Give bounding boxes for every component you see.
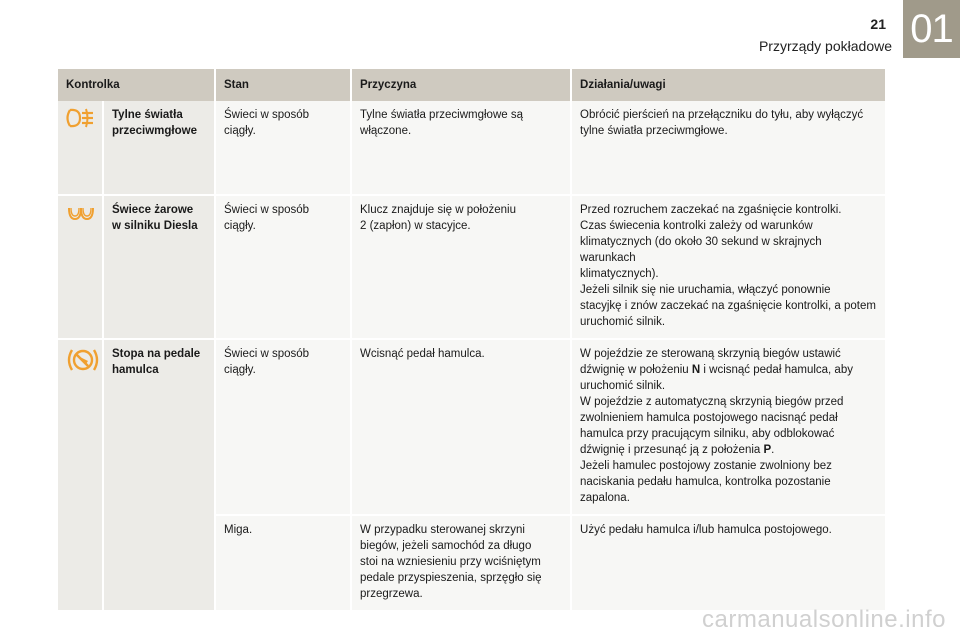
- warning-light-name: Tylne światła przeciwmgłowe: [103, 101, 215, 195]
- cause-cell: W przypadku sterowanej skrzyni biegów, jeżeli samochód za długo stoi na wzniesieniu przy wciśniętym pedale przyspieszenia, sprzęgło się przegrzewa.: [351, 515, 571, 611]
- icon-cell: [58, 195, 103, 339]
- state-cell: Miga.: [215, 515, 351, 611]
- chapter-tab: 01: [903, 0, 960, 58]
- state-cell: Świeci w sposób ciągły.: [215, 195, 351, 339]
- table-header-row: [58, 69, 886, 101]
- diesel-glow-plug-icon: [66, 202, 96, 229]
- action-cell: Użyć pedału hamulca i/lub hamulca postojowego.: [571, 515, 886, 611]
- page-number: 21: [870, 16, 886, 32]
- column-header-kontrolka: Kontrolka: [58, 69, 215, 101]
- cause-cell: Klucz znajduje się w położeniu 2 (zapłon) w stacyjce.: [351, 195, 571, 339]
- action-text: i wcisnąć pedał hamulca, aby uruchomić silnik. W pojeździe z automatyczną skrzynią biegów przed zwolnieniem hamulca postojowego nacisnąć pedał hamulca przy pracującym silniku, aby odblokować dźwignię i przesunąć ją z położenia: [580, 364, 853, 456]
- state-cell: Świeci w sposób ciągły.: [215, 339, 351, 515]
- warning-lights-table: [58, 69, 887, 612]
- column-header-przyczyna: Przyczyna: [351, 69, 571, 101]
- table-row: [58, 101, 886, 195]
- action-text: W pojeździe ze sterowaną skrzynią biegów ustawić dźwignię w położeniu: [580, 348, 841, 376]
- column-header-stan: Stan: [215, 69, 351, 101]
- action-cell: Przed rozruchem zaczekać na zgaśnięcie kontrolki. Czas świecenia kontrolki zależy od warunków klimatycznych (do około 30 sekund w skrajnych warunkach klimatycznych). Jeżeli silnik się nie uruchamia, włączyć ponownie stacyjkę i znów zaczekać na zgaśnięcie kontrolki, a potem uruchomić silnik.: [571, 195, 886, 339]
- table-row: [58, 339, 886, 515]
- section-title: Przyrządy pokładowe: [758, 38, 892, 54]
- gear-position-n: N: [691, 364, 701, 376]
- action-text: . Jeżeli hamulec postojowy zostanie zwolniony bez naciskania pedału hamulca, kontrolka pozostanie zapalona.: [580, 444, 832, 504]
- cause-cell: Wcisnąć pedał hamulca.: [351, 339, 571, 515]
- brake-pedal-icon: [66, 346, 100, 379]
- rear-fog-light-icon: [66, 107, 96, 134]
- warning-light-name: Świece żarowe w silniku Diesla: [103, 195, 215, 339]
- warning-light-name: Stopa na pedale hamulca: [103, 339, 215, 611]
- cause-cell: Tylne światła przeciwmgłowe są włączone.: [351, 101, 571, 195]
- state-cell: Świeci w sposób ciągły.: [215, 101, 351, 195]
- icon-cell: [58, 101, 103, 195]
- table-row: [58, 195, 886, 339]
- action-cell: [571, 339, 886, 515]
- action-cell: Obrócić pierścień na przełączniku do tyłu, aby wyłączyć tylne światła przeciwmgłowe.: [571, 101, 886, 195]
- column-header-dzialania: Działania/uwagi: [571, 69, 886, 101]
- icon-cell: [58, 339, 103, 611]
- watermark: carmanualsonline.info: [702, 606, 946, 633]
- gear-position-p: P: [763, 444, 772, 456]
